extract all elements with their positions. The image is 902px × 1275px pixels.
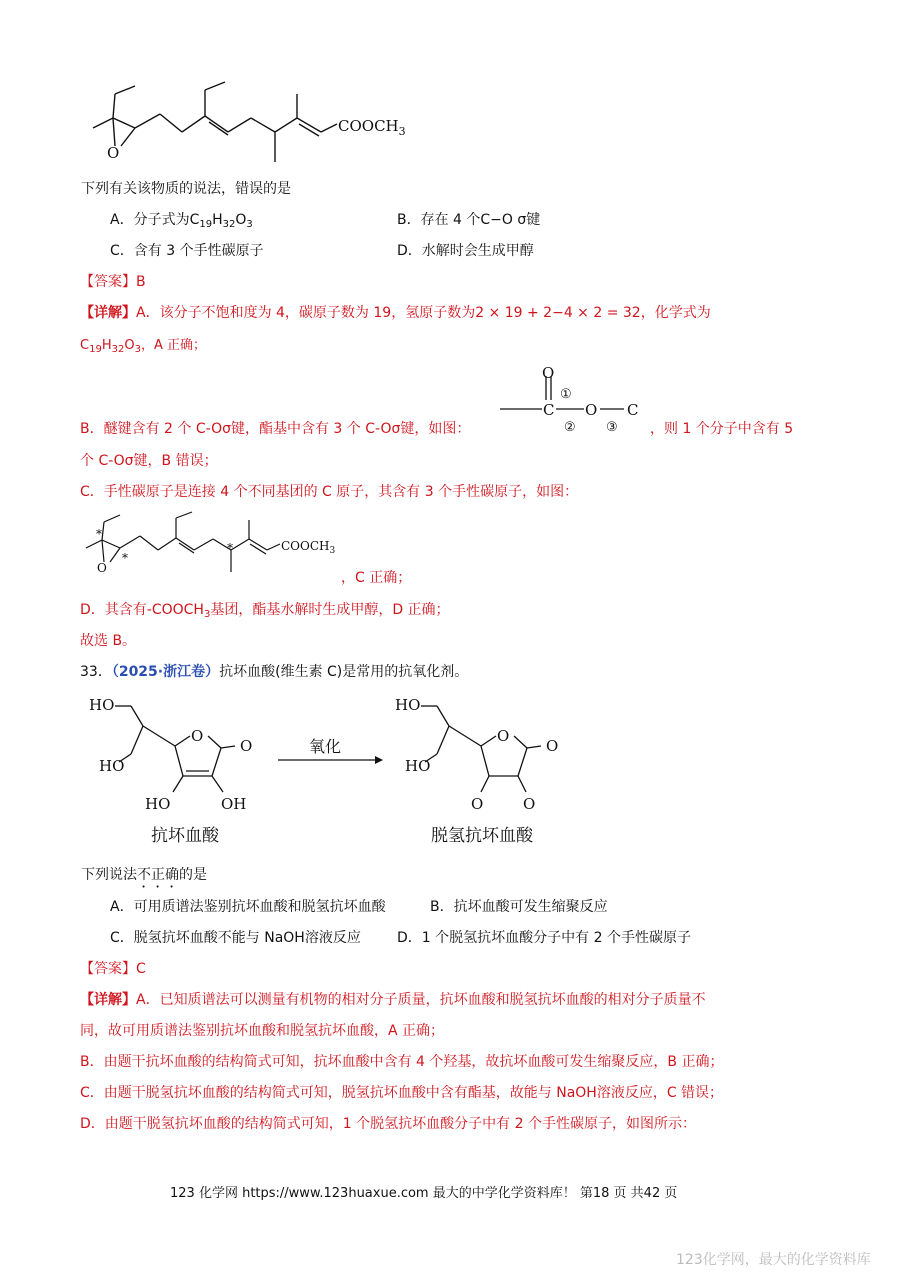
chiral-star-1: * [96,527,102,541]
right-carbonyl-o-3: O [523,795,536,813]
ester-group-label: $COOCH_3$ [338,117,406,138]
q32-conclusion: 故选 B。 [80,633,137,649]
q32-explanation-d: D．其含有$-COOCH_3$基团，酯基水解时生成甲醇，D 正确； [80,602,450,620]
right-ho-top: HO [395,696,421,714]
right-carbonyl-o-2: O [471,795,484,813]
right-ho-mid: HO [405,757,431,775]
svg-text:O: O [542,364,555,382]
right-ring-o: O [497,727,510,745]
q32-stem: 下列有关该物质的说法，错误的是 [81,181,291,197]
q32-explanation-c-line2: ，C 正确； [341,570,412,586]
watermark: 123化学网，最大的化学资料库 [676,1252,871,1268]
q33-explanation-c: C．由题干脱氢抗坏血酸的结构简式可知，脱氢抗坏血酸中含有酯基，故能与 NaOH溶液反应，C 错误； [80,1085,724,1101]
svg-text:③: ③ [606,420,618,435]
dehydroascorbic-acid-name: 脱氢抗坏血酸 [431,826,533,846]
ester-bond-diagram [498,362,648,437]
q33-question: 下列说法不正确的是 [81,867,207,883]
svg-text:O: O [97,561,107,575]
q32-option-b: B．存在 4 个C−O σ键 [397,212,541,228]
left-ring-o: O [191,727,204,745]
q33-heading: 33．（2025·浙江卷）抗坏血酸(维生素 C)是常用的抗氧化剂。 [80,664,469,680]
svg-text:①: ① [560,387,572,402]
svg-text:②: ② [564,420,576,435]
left-carbonyl-o: O [240,737,253,755]
svg-text:O: O [585,401,598,419]
arrow-label-oxidation: 氧化 [309,737,342,756]
page-footer: 123 化学网 https://www.123huaxue.com 最大的中学化学资料库！ 第18 页 共42 页 [170,1186,678,1201]
q32-explanation-b-line1: B．醚键含有 2 个 C-Oσ键，酯基中含有 3 个 C-Oσ键，如图： [80,421,471,437]
left-ho-bottom: HO [145,795,171,813]
q32-option-a: A．分子式为$C_{19}H_{32}O_3$ [110,212,253,230]
ascorbic-acid-name: 抗坏血酸 [151,826,219,846]
q32-explanation-b-line2: 个 C-Oσ键，B 错误； [80,453,218,469]
chiral-star-3: * [227,541,233,555]
q33-explanation-b: B．由题干抗坏血酸的结构简式可知，抗坏血酸中含有 4 个羟基，故抗坏血酸可发生缩聚反应，B 正确； [80,1054,724,1070]
svg-text:C: C [627,401,639,419]
q33-option-b: B．抗坏血酸可发生缩聚反应 [430,899,608,915]
q32-option-c: C．含有 3 个手性碳原子 [110,243,264,259]
q32-answer: 【答案】B [80,274,146,290]
chiral-carbon-structure [82,510,352,580]
epoxide-oxygen: O [107,144,120,162]
right-carbonyl-o-1: O [546,737,559,755]
ascorbic-acid-oxidation-scheme [85,692,585,857]
q33-explanation-a-line1: 【详解】A．已知质谱法可以测量有机物的相对分子质量，抗坏血酸和脱氢抗坏血酸的相对分子质量不 [80,992,706,1008]
left-ho-mid: HO [99,757,125,775]
epoxide-ester-structure-top [85,80,425,165]
svg-text:C: C [543,401,555,419]
left-oh-bottom: OH [221,795,247,813]
q32-explanation-c-line1: C．手性碳原子是连接 4 个不同基团的 C 原子，其含有 3 个手性碳原子，如图： [80,484,579,500]
q33-explanation-d: D．由题干脱氢抗坏血酸的结构简式可知，1 个脱氢抗坏血酸分子中有 2 个手性碳原子，如图所示： [80,1116,696,1132]
q32-option-d: D．水解时会生成甲醇 [397,243,534,259]
q33-explanation-a-line2: 同，故可用质谱法鉴别抗坏血酸和脱氢抗坏血酸，A 正确； [80,1023,445,1039]
q32-explanation-b-line1-tail: ，则 1 个分子中含有 5 [650,421,794,437]
q32-explanation-a-formula: $C_{19}H_{32}O_3$，A 正确； [80,338,206,355]
left-ho-top: HO [89,696,115,714]
svg-text:COOCH3: $COOCH_3$ [281,539,336,556]
q33-option-c: C．脱氢抗坏血酸不能与 NaOH溶液反应 [110,930,361,946]
q33-answer: 【答案】C [80,961,146,977]
q32-explanation-a: 【详解】A．该分子不饱和度为 4，碳原子数为 19，氢原子数为2 × 19 + 2−4 × 2 = 32，化学式为 [80,305,711,321]
q33-option-d: D．1 个脱氢抗坏血酸分子中有 2 个手性碳原子 [397,930,691,946]
chiral-star-2: * [122,551,128,565]
q33-option-a: A．可用质谱法鉴别抗坏血酸和脱氢抗坏血酸 [110,899,386,915]
